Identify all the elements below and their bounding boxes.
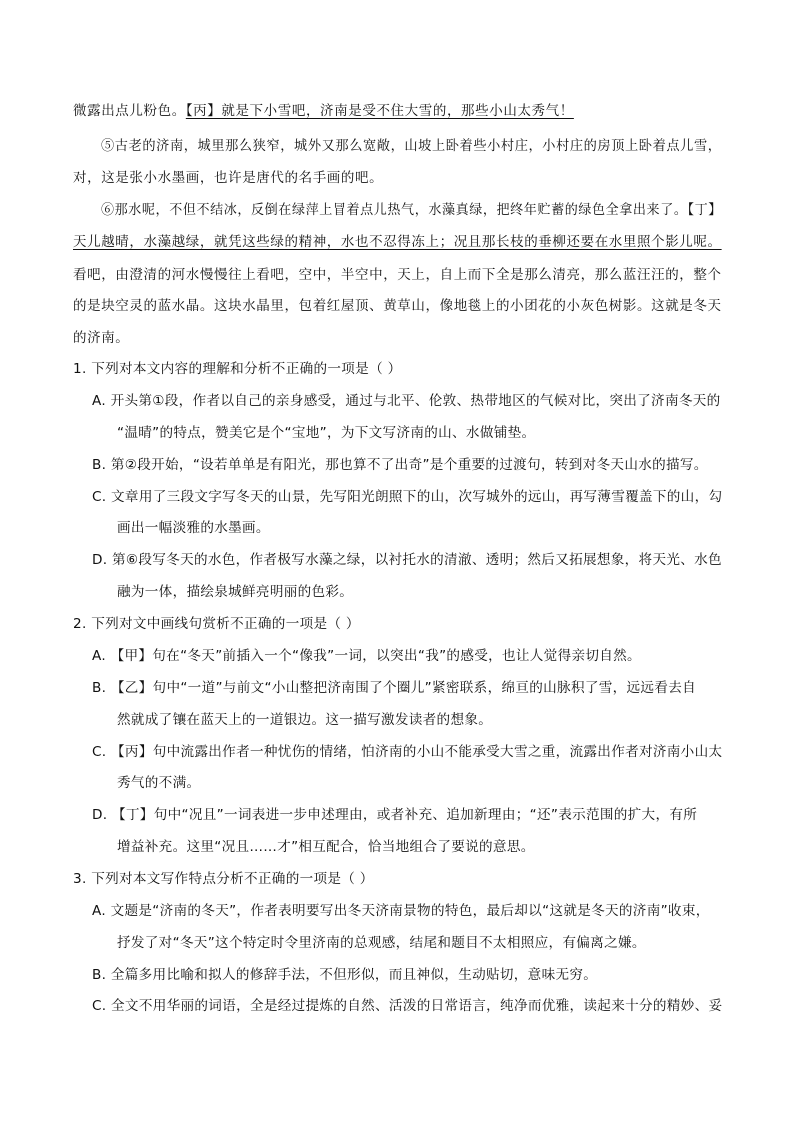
question-2-option-a: A. 【甲】句在“冬天”前插入一个“像我”一词，以突出“我”的感受，也让人觉得亲切自然。	[92, 648, 641, 664]
question-2-stem: 2. 下列对文中画线句赏析不正确的一项是（ ）	[73, 616, 360, 632]
question-2-option-b: B. 【乙】句中“一道”与前文“小山整把济南围了个圈儿”紧密联系，绵亘的山脉积了雪，远远看去自	[92, 680, 696, 696]
question-3-option-a: A. 文题是“济南的冬天”，作者表明要写出冬天济南景物的特色，最后却以“这就是冬天的济南”收束，	[92, 903, 710, 919]
paragraph-6-line: 的济南。	[73, 330, 130, 346]
question-1-option-b: B. 第②段开始，“设若单单是有阳光，那也算不了出奇”是个重要的过渡句，转到对冬天山水的描写。	[92, 457, 708, 473]
question-1-stem: 1. 下列对本文内容的理解和分析不正确的一项是（ ）	[73, 361, 402, 377]
passage-text: 微露出点儿粉色。	[73, 103, 186, 119]
question-1-option-a: A. 开头第①段，作者以自己的亲身感受，通过与北平、伦敦、热带地区的气候对比，突出了济南冬天的	[92, 393, 721, 409]
underlined-sentence-ding: 天儿越晴，水藻越绿，就凭这些绿的精神，水也不忍得冻上；况且那长枝的垂柳还要在水里照个影儿呢。	[73, 234, 722, 250]
question-3-option-b: B. 全篇多用比喻和拟人的修辞手法，不但形似，而且神似，生动贴切，意味无穷。	[92, 967, 598, 983]
question-2-option-c: C. 【丙】句中流露出作者一种忧伤的情绪，怕济南的小山不能承受大雪之重，流露出作者对济南小山太	[92, 744, 723, 760]
question-2-option-c-cont: 秀气的不满。	[117, 775, 201, 791]
question-3-option-c: C. 全文不用华丽的词语，全是经过提炼的自然、活泼的日常语言，纯净而优雅，读起来十分的精妙、妥	[92, 998, 723, 1014]
question-1-option-c: C. 文章用了三段文字写冬天的山景，先写阳光朗照下的山，次写城外的远山，再写薄雪覆盖下的山，勾	[92, 489, 723, 505]
question-3-option-a-cont: 抒发了对“冬天”这个特定时令里济南的总观感，结尾和题目不太相照应，有偏离之嫌。	[117, 935, 646, 951]
question-1-option-c-cont: 画出一幅淡雅的水墨画。	[117, 520, 270, 536]
question-2-option-d: D. 【丁】句中“况且”一词表进一步申述理由，或者补充、追加新理由；“还”表示范围的扩大，有所	[92, 807, 698, 823]
question-2-option-d-cont: 增益补充。这里“况且……才”相互配合，恰当地组合了要说的意思。	[117, 839, 535, 855]
paragraph-6-line: 看吧，由澄清的河水慢慢往上看吧，空中，半空中，天上，自上而下全是那么清亮，那么蓝汪汪的，整个	[73, 267, 722, 283]
paragraph-5-line: ⑤古老的济南，城里那么狭窄，城外又那么宽敞，山坡上卧着些小村庄，小村庄的房顶上卧着点儿雪，	[101, 138, 722, 154]
question-2-option-b-cont: 然就成了镶在蓝天上的一道银边。这一描写激发读者的想象。	[117, 712, 493, 728]
question-1-option-d: D. 第⑥段写冬天的水色，作者极写水藻之绿，以衬托水的清澈、透明；然后又拓展想象，将天光、水色	[92, 552, 722, 568]
paragraph-5-line: 对，这是张小水墨画，也许是唐代的名手画的吧。	[73, 170, 384, 186]
underlined-sentence-bing: 【丙】就是下小雪吧，济南是受不住大雪的，那些小山太秀气！	[185, 103, 574, 119]
paragraph-6-line: ⑥那水呢，不但不结冰，反倒在绿萍上冒着点儿热气，水藻真绿，把终年贮蓄的绿色全拿出来了。【丁】	[101, 202, 722, 218]
paragraph-6-line: 的是块空灵的蓝水晶。这块水晶里，包着红屋顶、黄草山，像地毯上的小团花的小灰色树影。这就是冬天	[73, 298, 722, 314]
passage-line	[73, 99, 574, 119]
question-1-option-d-cont: 融为一体，描绘泉城鲜亮明丽的色彩。	[117, 584, 354, 600]
question-3-stem: 3. 下列对本文写作特点分析不正确的一项是（ ）	[73, 871, 374, 887]
question-1-option-a-cont: “温晴”的特点，赞美它是个“宝地”，为下文写济南的山、水做铺垫。	[117, 425, 536, 441]
